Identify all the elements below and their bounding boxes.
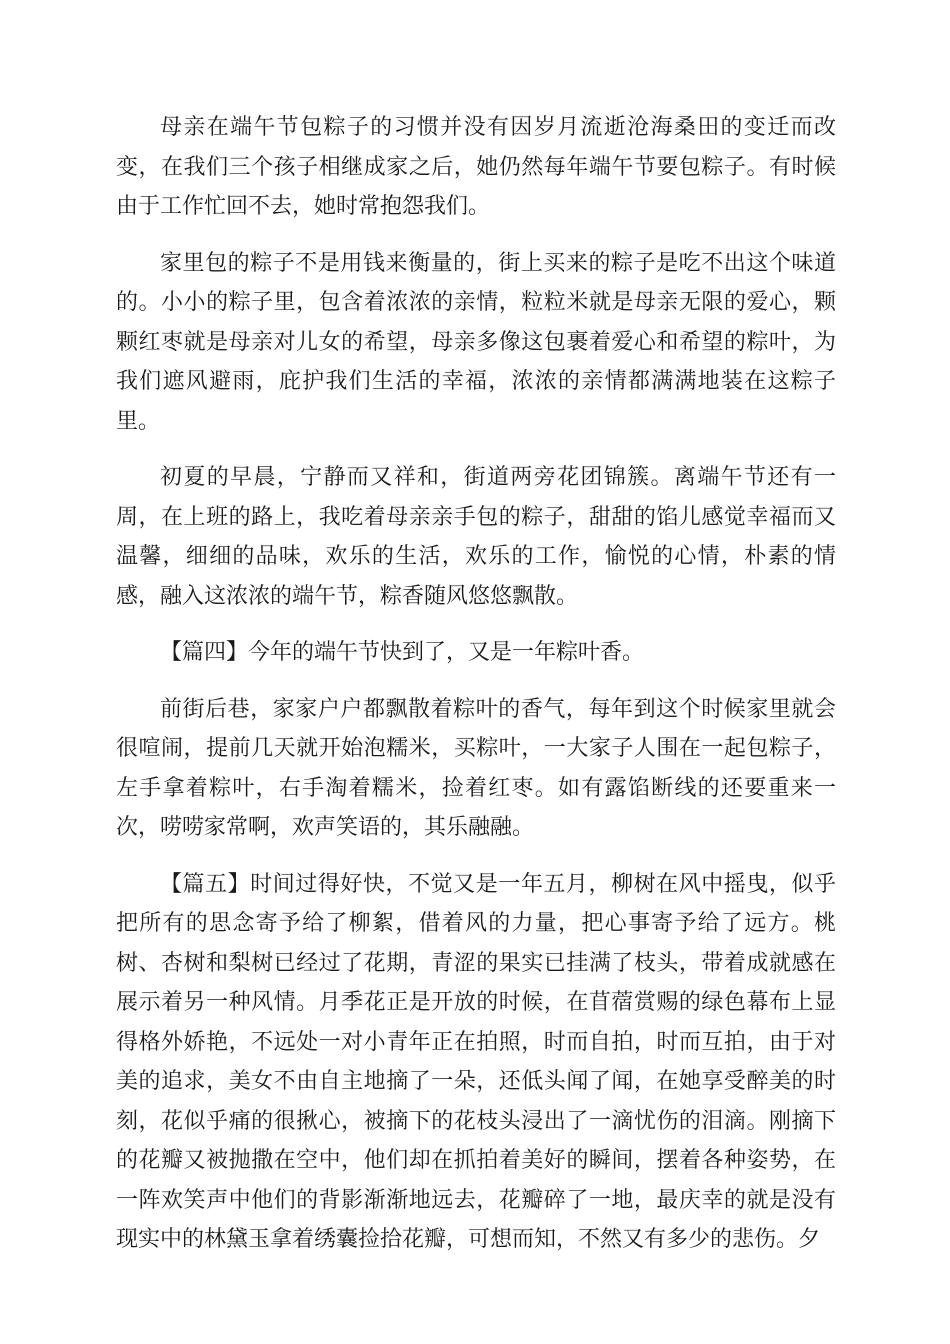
paragraph-2: 家里包的粽子不是用钱来衡量的，街上买来的粽子是吃不出这个味道的。小小的粽子里，包含着浓浓的亲情，粒粒米就是母亲无限的爱心，颗颗红枣就是母亲对儿女的希望，母亲多像这包裹着爱心和希望的粽叶，为我们遮风避雨，庇护我们生活的幸福，浓浓的亲情都满满地装在这粽子里。 — [116, 250, 836, 434]
paragraph-1: 母亲在端午节包粽子的习惯并没有因岁月流逝沧海桑田的变迁而改变，在我们三个孩子相继成家之后，她仍然每年端午节要包粽子。有时候由于工作忙回不去，她时常抱怨我们。 — [116, 115, 836, 219]
paragraph-3: 初夏的早晨，宁静而又祥和，街道两旁花团锦簇。离端午节还有一周，在上班的路上，我吃着母亲亲手包的粽子，甜甜的馅儿感觉幸福而又温馨，细细的品味，欢乐的生活，欢乐的工作，愉悦的心情，朴素的情感，融入这浓浓的端午节，粽香随风悠悠飘散。 — [116, 465, 836, 609]
paragraph-4-heading: 【篇四】今年的端午节快到了，又是一年粽叶香。 — [160, 640, 645, 665]
document-body — [116, 108, 836, 1277]
paragraph-5: 前街后巷，家家户户都飘散着粽叶的香气，每年到这个时候家里就会很喧闹，提前几天就开始泡糯米，买粽叶，一大家子人围在一起包粽子，左手拿着粽叶，右手淘着糯米，捡着红枣。如有露馅断线的还要重来一次，唠唠家常啊，欢声笑语的，其乐融融。 — [116, 696, 836, 840]
paragraph-6: 【篇五】时间过得好快，不觉又是一年五月，柳树在风中摇曳，似乎把所有的思念寄予给了柳絮，借着风的力量，把心事寄予给了远方。桃树、杏树和梨树已经过了花期，青涩的果实已挂满了枝头，带着成就感在展示着另一种风情。月季花正是开放的时候，在苜蓿赏赐的绿色幕布上显得格外娇艳，不远处一对小青年正在拍照，时而自拍，时而互拍，由于对美的追求，美女不由自主地摘了一朵，还低头闻了闻，在她享受醉美的时刻，花似乎痛的很揪心，被摘下的花枝头浸出了一滴忧伤的泪滴。刚摘下的花瓣又被抛撒在空中，他们却在抓拍着美好的瞬间，摆着各种姿势，在一阵欢笑声中他们的背影渐渐地远去，花瓣碎了一地，最庆幸的就是没有现实中的林黛玉拿着绣囊捡拾花瓣，可想而知，不然又有多少的悲伤。夕 — [116, 871, 836, 1252]
